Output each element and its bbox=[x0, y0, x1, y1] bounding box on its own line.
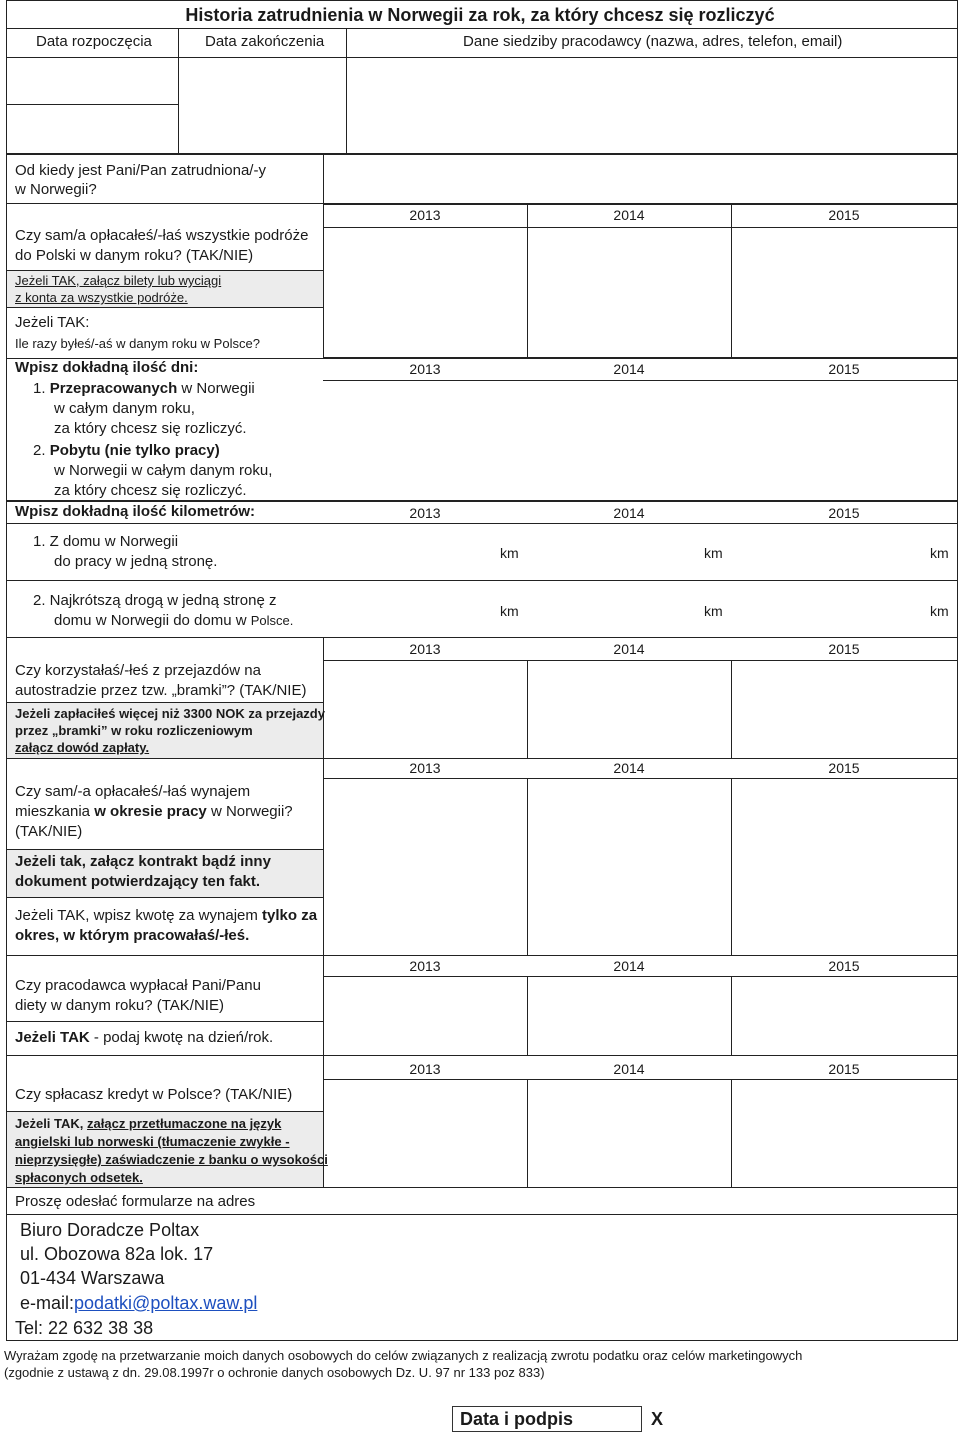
tolls-question-2: autostradzie przez tzw. „bramki”? (TAK/NIE) bbox=[15, 682, 307, 699]
diet-question: Czy pracodawca wypłacał Pani/Panu bbox=[15, 977, 261, 994]
address-phone: Tel: 22 632 38 38 bbox=[15, 1318, 154, 1338]
km-home-label: 2. Najkrótszą drogą w jedną stronę z bbox=[33, 592, 277, 609]
days-year-2013: 2013 bbox=[409, 361, 441, 377]
address-email: e-mail:podatki@poltax.waw.pl bbox=[20, 1293, 258, 1313]
km-unit: km bbox=[500, 545, 519, 561]
diet-year-2014: 2014 bbox=[613, 958, 645, 974]
send-to-label: Proszę odesłać formularze na adres bbox=[15, 1193, 256, 1210]
page-title: Historia zatrudnienia w Norwegii za rok, za który chcesz się rozliczyć bbox=[185, 5, 775, 25]
rent-year-2014: 2014 bbox=[613, 760, 645, 776]
days-input-area[interactable] bbox=[324, 381, 957, 500]
tolls-2013-input[interactable] bbox=[324, 661, 527, 757]
consent-text: Wyrażam zgodę na przetwarzanie moich danych osobowych do celów związanych z realizacją zwrotu podatku oraz celów marketingowych bbox=[4, 1348, 803, 1363]
since-when-input[interactable] bbox=[324, 155, 957, 203]
km-year-2013: 2013 bbox=[409, 505, 441, 521]
rent-question-3: (TAK/NIE) bbox=[15, 823, 83, 840]
rent-year-2015: 2015 bbox=[828, 760, 860, 776]
address-street: ul. Obozowa 82a lok. 17 bbox=[20, 1244, 214, 1264]
km-commute-label: 1. Z domu w Norwegii bbox=[33, 533, 179, 550]
rent-2014-input[interactable] bbox=[528, 779, 731, 955]
rent-2013-input[interactable] bbox=[324, 779, 527, 955]
km-heading: Wpisz dokładną ilość kilometrów: bbox=[15, 503, 256, 520]
days-heading: Wpisz dokładną ilość dni: bbox=[15, 359, 199, 376]
loan-2013-input[interactable] bbox=[324, 1080, 527, 1187]
rent-question-2: mieszkania w okresie pracy w Norwegii? bbox=[15, 803, 293, 820]
km-commute-label-2: do pracy w jedną stronę. bbox=[54, 553, 218, 570]
trips-year-2015: 2015 bbox=[828, 207, 860, 223]
start-date-input[interactable] bbox=[7, 58, 177, 153]
days-year-2015: 2015 bbox=[828, 361, 860, 377]
km-unit: km bbox=[500, 603, 519, 619]
tolls-2015-input[interactable] bbox=[732, 661, 957, 757]
days-stay-label-3: za który chcesz się rozliczyć. bbox=[54, 482, 247, 499]
end-date-input[interactable] bbox=[179, 58, 345, 153]
rent-amount-label: Jeżeli TAK, wpisz kwotę za wynajem tylko za bbox=[15, 907, 318, 924]
tolls-note-1: Jeżeli zapłaciłeś więcej niż 3300 NOK za przejazdy bbox=[15, 706, 325, 721]
tolls-year-2013: 2013 bbox=[409, 641, 441, 657]
rent-note-1: Jeżeli tak, załącz kontrakt bądź inny bbox=[15, 853, 271, 870]
signature-label: Data i podpis bbox=[460, 1409, 574, 1429]
consent-text-2: (zgodnie z ustawą z dn. 29.08.1997r o ochronie danych osobowych Dz. U. 97 nr 133 poz 833) bbox=[4, 1365, 545, 1380]
km-commute-input[interactable] bbox=[330, 524, 957, 579]
days-worked-label-3: za który chcesz się rozliczyć. bbox=[54, 420, 247, 437]
rent-question: Czy sam/-a opłacałeś/-łaś wynajem bbox=[15, 783, 251, 800]
trips-2015-input[interactable] bbox=[732, 228, 957, 357]
loan-year-2014: 2014 bbox=[613, 1061, 645, 1077]
rent-2015-input[interactable] bbox=[732, 779, 957, 955]
tolls-question: Czy korzystałaś/-łeś z przejazdów na bbox=[15, 662, 261, 679]
column-end-date: Data zakończenia bbox=[205, 33, 325, 50]
trips-note-2: z konta za wszystkie podróże. bbox=[15, 290, 188, 305]
loan-2015-input[interactable] bbox=[732, 1080, 957, 1187]
diet-2015-input[interactable] bbox=[732, 977, 957, 1055]
loan-note-3: nieprzysięgłe) zaświadczenie z banku o wysokości bbox=[15, 1152, 328, 1167]
days-stay-label: 2. Pobytu (nie tylko pracy) bbox=[33, 442, 220, 459]
signature-mark: X bbox=[651, 1409, 664, 1429]
loan-question: Czy spłacasz kredyt w Polsce? (TAK/NIE) bbox=[15, 1086, 293, 1103]
address-name: Biuro Doradcze Poltax bbox=[20, 1220, 200, 1240]
since-when-label: Od kiedy jest Pani/Pan zatrudniona/-y bbox=[15, 162, 266, 179]
tolls-year-2015: 2015 bbox=[828, 641, 860, 657]
km-unit: km bbox=[704, 603, 723, 619]
loan-year-2013: 2013 bbox=[409, 1061, 441, 1077]
km-home-input[interactable] bbox=[330, 581, 957, 637]
km-year-2014: 2014 bbox=[613, 505, 645, 521]
trips-year-2014: 2014 bbox=[613, 207, 645, 223]
km-home-label-2: domu w Norwegii do domu w Polsce. bbox=[54, 612, 294, 629]
loan-note-2: angielski lub norweski (tłumaczenie zwykłe - bbox=[15, 1134, 290, 1149]
loan-note-4: spłaconych odsetek. bbox=[15, 1170, 143, 1185]
since-when-label-2: w Norwegii? bbox=[15, 181, 97, 198]
days-worked-label: 1. Przepracowanych w Norwegii bbox=[33, 380, 255, 397]
tolls-2014-input[interactable] bbox=[528, 661, 731, 757]
diet-amount-label: Jeżeli TAK - podaj kwotę na dzień/rok. bbox=[15, 1029, 274, 1046]
diet-question-2: diety w danym roku? (TAK/NIE) bbox=[15, 997, 224, 1014]
trips-2014-input[interactable] bbox=[528, 228, 731, 357]
column-employer: Dane siedziby pracodawcy (nazwa, adres, telefon, email) bbox=[463, 33, 843, 50]
km-unit: km bbox=[704, 545, 723, 561]
trips-if-yes: Jeżeli TAK: bbox=[15, 314, 90, 331]
tolls-note-2: przez „bramki” w roku rozliczeniowym bbox=[15, 723, 253, 738]
diet-year-2015: 2015 bbox=[828, 958, 860, 974]
email-link[interactable]: podatki@poltax.waw.pl bbox=[74, 1293, 258, 1313]
tolls-year-2014: 2014 bbox=[613, 641, 645, 657]
diet-2013-input[interactable] bbox=[324, 977, 527, 1055]
km-unit: km bbox=[930, 545, 949, 561]
trips-question-2: do Polski w danym roku? (TAK/NIE) bbox=[15, 247, 254, 264]
trips-question: Czy sam/a opłacałeś/-łaś wszystkie podróże bbox=[15, 227, 309, 244]
rent-amount-label-2: okres, w którym pracowałaś/-łeś. bbox=[15, 927, 250, 944]
days-year-2014: 2014 bbox=[613, 361, 645, 377]
employer-details-input[interactable] bbox=[347, 58, 957, 153]
trips-year-2013: 2013 bbox=[409, 207, 441, 223]
loan-note-1: Jeżeli TAK, załącz przetłumaczone na język bbox=[15, 1116, 282, 1131]
loan-year-2015: 2015 bbox=[828, 1061, 860, 1077]
rent-year-2013: 2013 bbox=[409, 760, 441, 776]
column-start-date: Data rozpoczęcia bbox=[36, 33, 152, 50]
trips-2013-input[interactable] bbox=[324, 228, 527, 357]
tolls-note-3: załącz dowód zapłaty. bbox=[15, 740, 150, 755]
trips-how-many: Ile razy byłeś/-aś w danym roku w Polsce? bbox=[15, 336, 260, 351]
trips-note-1: Jeżeli TAK, załącz bilety lub wyciągi bbox=[15, 273, 222, 288]
address-city: 01-434 Warszawa bbox=[20, 1268, 165, 1288]
loan-2014-input[interactable] bbox=[528, 1080, 731, 1187]
days-worked-label-2: w całym danym roku, bbox=[54, 400, 195, 417]
days-stay-label-2: w Norwegii w całym danym roku, bbox=[54, 462, 273, 479]
diet-year-2013: 2013 bbox=[409, 958, 441, 974]
km-unit: km bbox=[930, 603, 949, 619]
rent-note-2: dokument potwierdzający ten fakt. bbox=[15, 873, 261, 890]
diet-2014-input[interactable] bbox=[528, 977, 731, 1055]
km-year-2015: 2015 bbox=[828, 505, 860, 521]
